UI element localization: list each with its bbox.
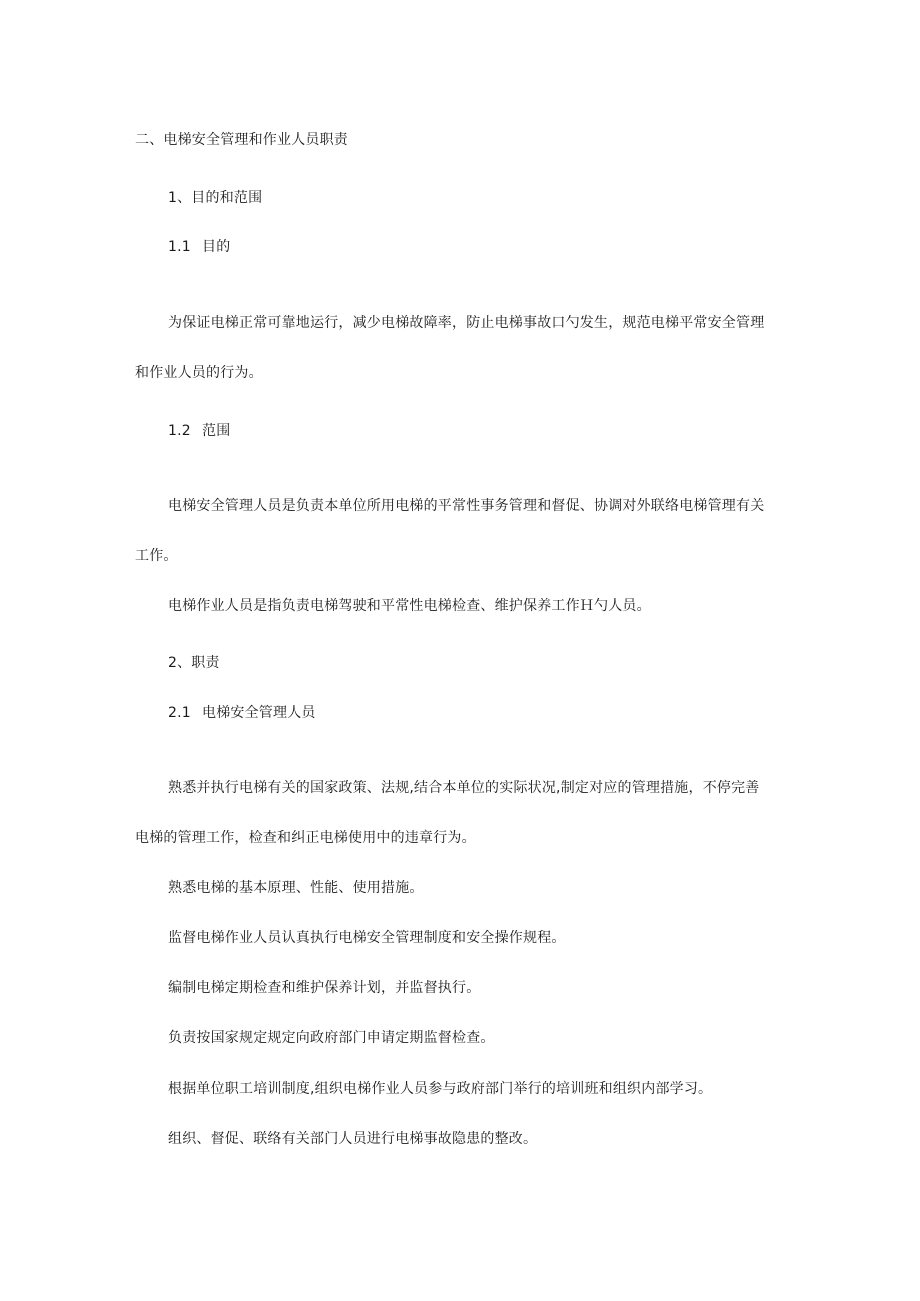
heading-number: 2.1 (168, 705, 191, 721)
heading-text: 范围 (202, 423, 231, 439)
duty-item: 编制电梯定期检查和维护保养计划，并监督执行。 (168, 980, 481, 996)
paragraph-scope-line2: 工作。 (135, 548, 178, 564)
duty-item: 监督电梯作业人员认真执行电梯安全管理制度和安全操作规程。 (168, 930, 566, 946)
duty-item: 根据单位职工培训制度,组织电梯作业人员参与政府部门举行的培训班和组织内部学习。 (168, 1081, 713, 1097)
paragraph-duty-line2: 电梯的管理工作，检查和纠正电梯使用中的违章行为。 (135, 830, 476, 846)
paragraph-duty-line1: 熟悉并执行电梯有关的国家政策、法规,结合本单位的实际状况,制定对应的管理措施，不停完善 (168, 780, 760, 796)
heading-1-1 (168, 237, 230, 257)
heading-1-2 (168, 421, 230, 441)
duty-item: 熟悉电梯的基本原理、性能、使用措施。 (168, 880, 424, 896)
heading-2-1 (168, 703, 316, 723)
paragraph-scope-line1: 电梯安全管理人员是负责本单位所用电梯的平常性事务管理和督促、协调对外联络电梯管理有关 (168, 498, 765, 514)
paragraph-purpose-line1: 为保证电梯正常可靠地运行，减少电梯故障率，防止电梯事故口勺发生，规范电梯平常安全管理 (168, 315, 765, 331)
duty-item: 组织、督促、联络有关部门人员进行电梯事故隐患的整改。 (168, 1131, 538, 1147)
heading-text: 电梯安全管理人员 (202, 705, 316, 721)
section-title: 二、电梯安全管理和作业人员职责 (135, 132, 348, 148)
heading-1: 1、目的和范围 (168, 190, 263, 206)
heading-number: 1.1 (168, 239, 191, 255)
paragraph-purpose-line2: 和作业人员的行为。 (135, 365, 263, 381)
heading-text: 目的 (202, 239, 231, 255)
paragraph-scope-2: 电梯作业人员是指负责电梯驾驶和平常性电梯检查、维护保养工作Ｈ勺人员。 (168, 598, 651, 614)
heading-number: 1.2 (168, 423, 191, 439)
duty-item: 负责按国家规定规定向政府部门申请定期监督检查。 (168, 1030, 495, 1046)
heading-2: 2、职责 (168, 655, 220, 671)
